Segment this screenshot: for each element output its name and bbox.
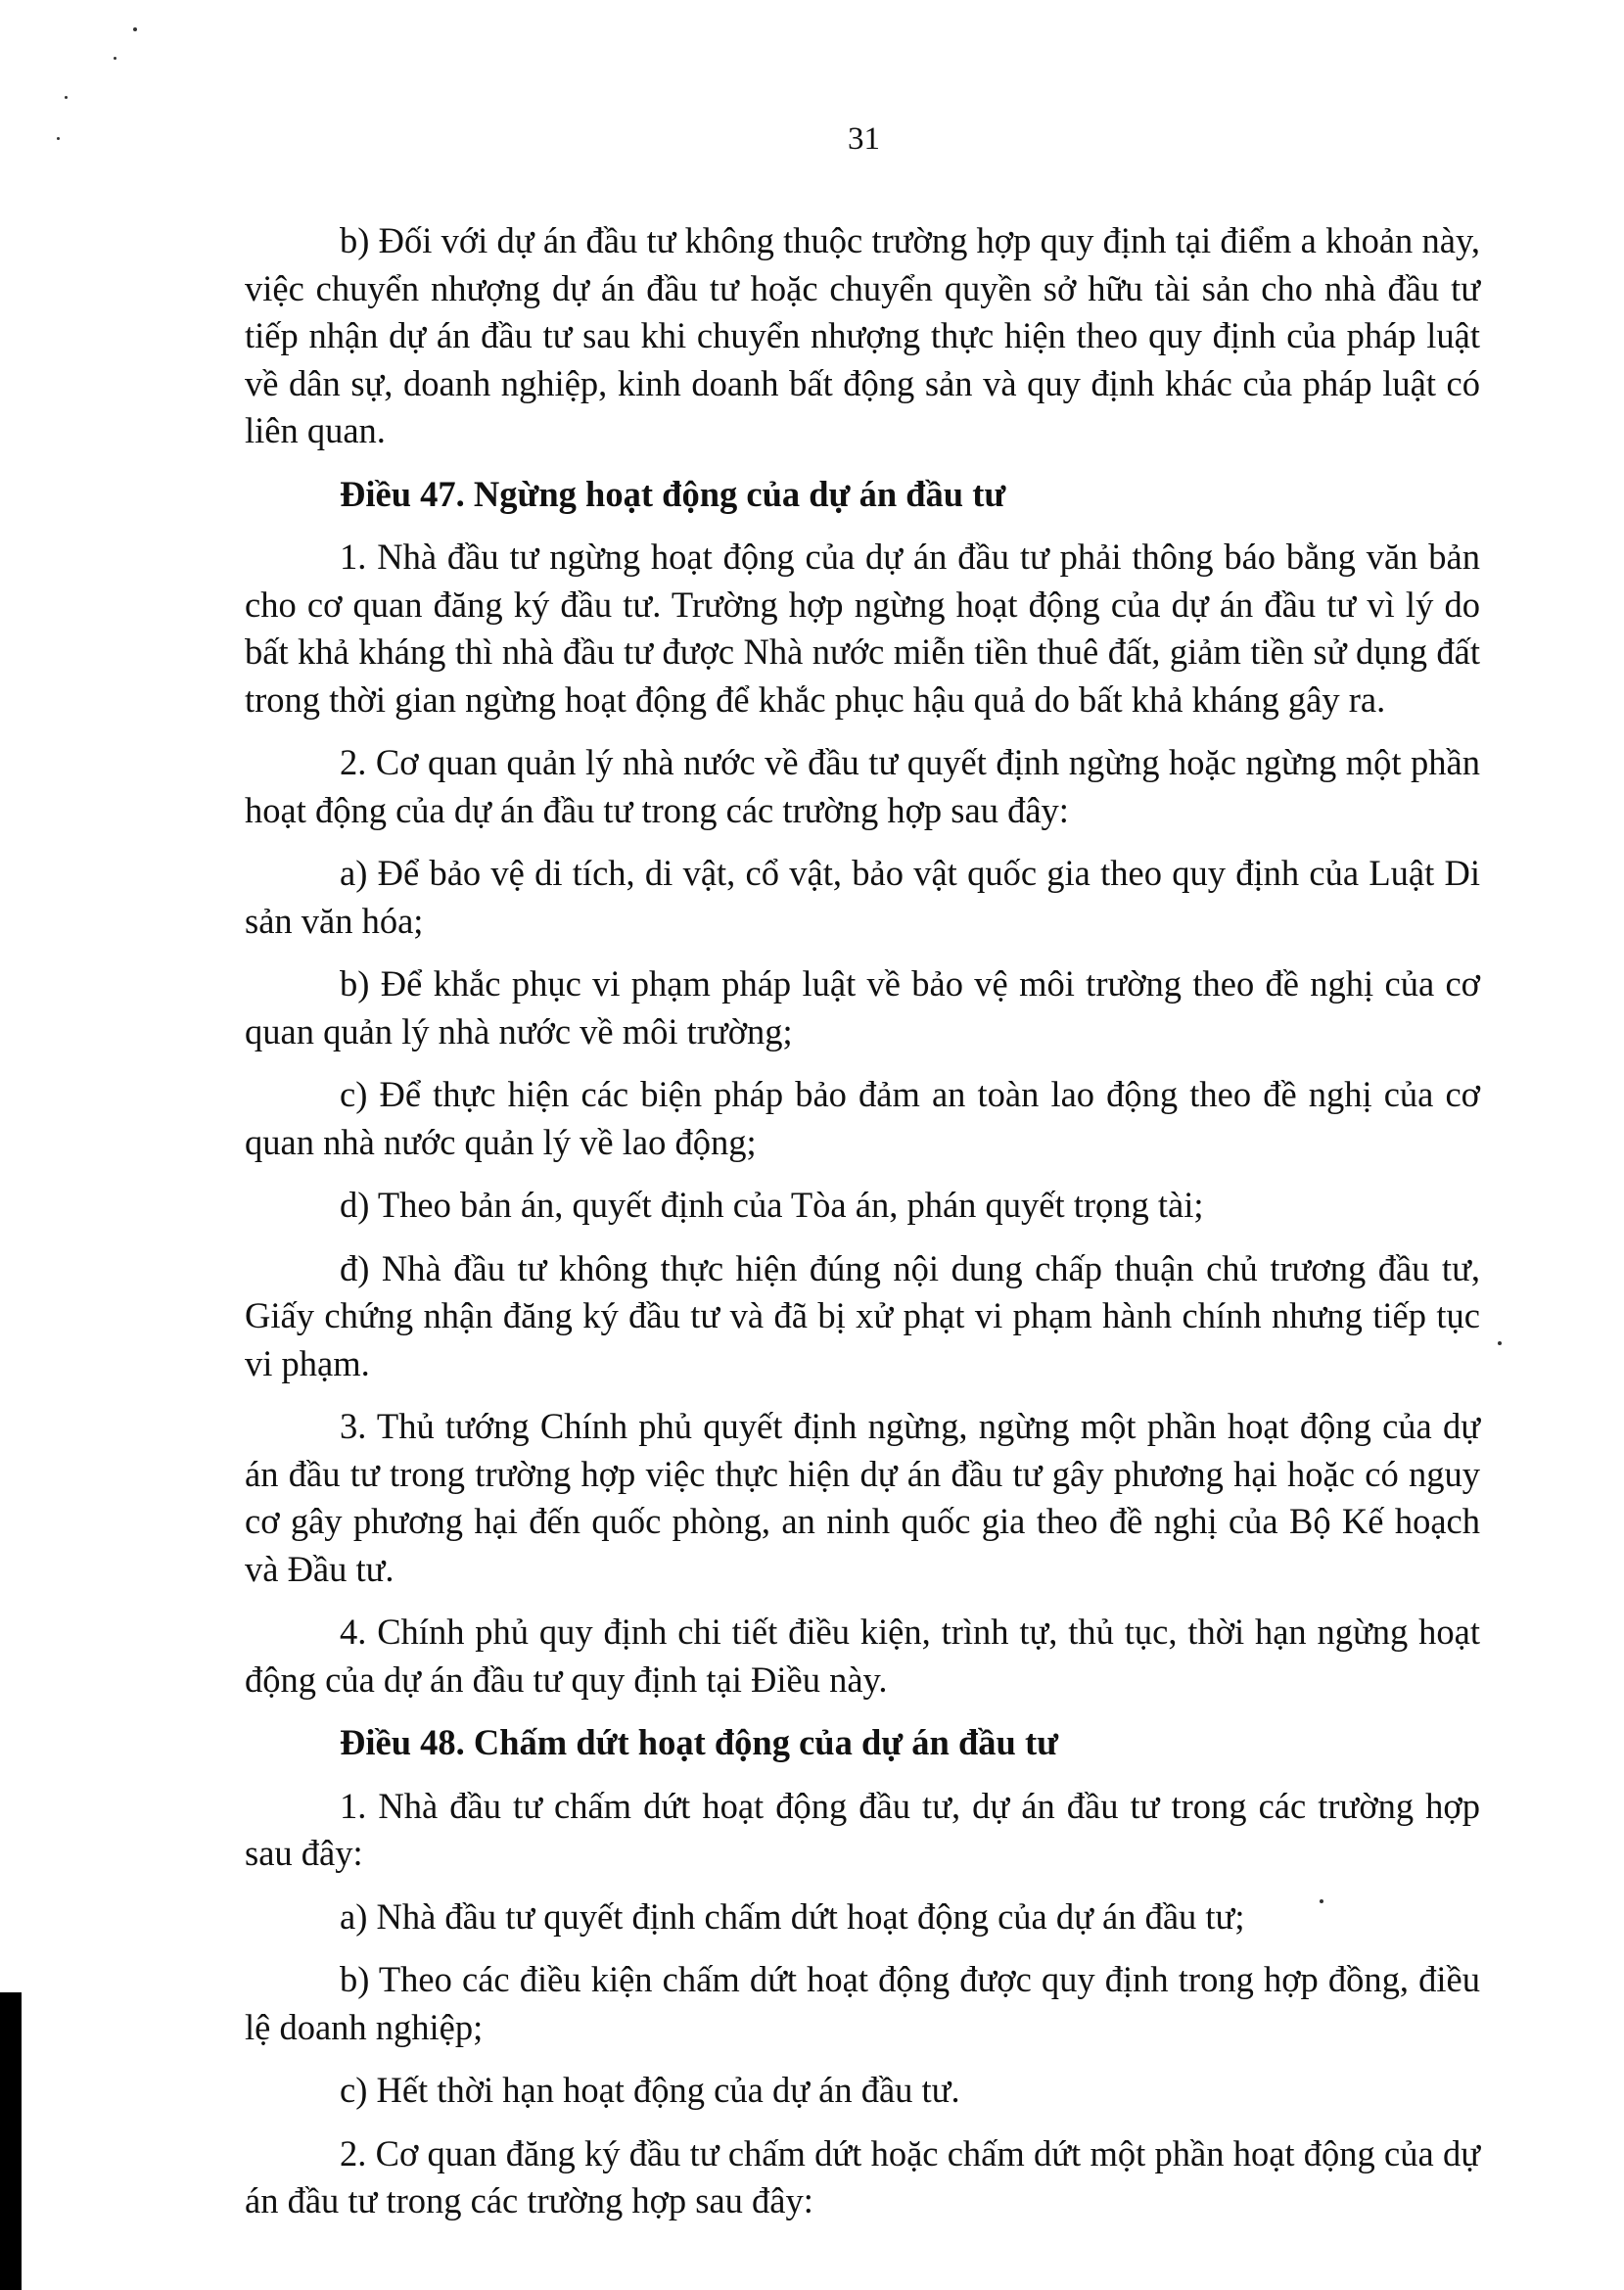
- paragraph-48-1-b: b) Theo các điều kiện chấm dứt hoạt động được quy định trong hợp đồng, điều lệ doanh nghiệp;: [245, 1959, 1480, 2047]
- scan-speck: [133, 27, 137, 31]
- scan-speck: [57, 137, 60, 140]
- paragraph-47-2-c: c) Để thực hiện các biện pháp bảo đảm an toàn lao động theo đề nghị của cơ quan nhà nước quản lý về lao động;: [245, 1074, 1480, 1162]
- paragraph-48-1: 1. Nhà đầu tư chấm dứt hoạt động đầu tư, dự án đầu tư trong các trường hợp sau đây:: [245, 1785, 1480, 1873]
- page-number: 31: [848, 121, 880, 157]
- paragraph-47-2-dd: đ) Nhà đầu tư không thực hiện đúng nội dung chấp thuận chủ trương đầu tư, Giấy chứng nhận đăng ký đầu tư và đã bị xử phạt vi phạm hành chính nhưng tiếp tục vi phạm.: [245, 1247, 1480, 1383]
- paragraph-47-2-b: b) Để khắc phục vi phạm pháp luật về bảo vệ môi trường theo đề nghị của cơ quan quản lý nhà nước về môi trường;: [245, 963, 1480, 1052]
- paragraph-47-2: 2. Cơ quan quản lý nhà nước về đầu tư quyết định ngừng hoặc ngừng một phần hoạt động của dự án đầu tư trong các trường hợp sau đây:: [245, 742, 1480, 830]
- paragraph-47-4: 4. Chính phủ quy định chi tiết điều kiện, trình tự, thủ tục, thời hạn ngừng hoạt động của dự án đầu tư quy định tại Điều này.: [245, 1612, 1480, 1700]
- paragraph-47-2-d: d) Theo bản án, quyết định của Tòa án, phán quyết trọng tài;: [340, 1185, 1204, 1225]
- article-47-heading: Điều 47. Ngừng hoạt động của dự án đầu tư: [340, 473, 1006, 514]
- scan-speck: [65, 96, 68, 99]
- paragraph-48-1-c: c) Hết thời hạn hoạt động của dự án đầu tư.: [340, 2070, 960, 2110]
- paragraph-48-2: 2. Cơ quan đăng ký đầu tư chấm dứt hoặc chấm dứt một phần hoạt động của dự án đầu tư trong các trường hợp sau đây:: [245, 2132, 1480, 2220]
- document-body: [245, 217, 1480, 2241]
- article-48-heading: Điều 48. Chấm dứt hoạt động của dự án đầu tư: [340, 1722, 1059, 1762]
- scan-speck: [114, 57, 116, 60]
- scan-speck: [1498, 1341, 1502, 1345]
- scan-edge-bar: [0, 1992, 22, 2290]
- paragraph-47-3: 3. Thủ tướng Chính phủ quyết định ngừng, ngừng một phần hoạt động của dự án đầu tư trong trường hợp việc thực hiện dự án đầu tư gây phương hại hoặc có nguy cơ gây phương hại đến quốc phòng, an ninh quốc gia theo đề nghị của Bộ Kế hoạch và Đầu tư.: [245, 1406, 1480, 1589]
- paragraph-47-1: 1. Nhà đầu tư ngừng hoạt động của dự án đầu tư phải thông báo bằng văn bản cho cơ quan đăng ký đầu tư. Trường hợp ngừng hoạt động của dự án đầu tư vì lý do bất khả kháng thì nhà đầu tư được Nhà nước miễn tiền thuê đất, giảm tiền sử dụng đất trong thời gian ngừng hoạt động để khắc phục hậu quả do bất khả kháng gây ra.: [245, 537, 1480, 720]
- paragraph-47-2-a: a) Để bảo vệ di tích, di vật, cổ vật, bảo vật quốc gia theo quy định của Luật Di sản văn hóa;: [245, 853, 1480, 941]
- scan-speck: [1320, 1899, 1323, 1903]
- paragraph-47-transfer-b: b) Đối với dự án đầu tư không thuộc trường hợp quy định tại điểm a khoản này, việc chuyển nhượng dự án đầu tư hoặc chuyển quyền sở hữu tài sản cho nhà đầu tư tiếp nhận dự án đầu tư sau khi chuyển nhượng thực hiện theo quy định của pháp luật về dân sự, doanh nghiệp, kinh doanh bất động sản và quy định khác của pháp luật có liên quan.: [245, 220, 1480, 450]
- paragraph-48-1-a: a) Nhà đầu tư quyết định chấm dứt hoạt động của dự án đầu tư;: [340, 1895, 1245, 1937]
